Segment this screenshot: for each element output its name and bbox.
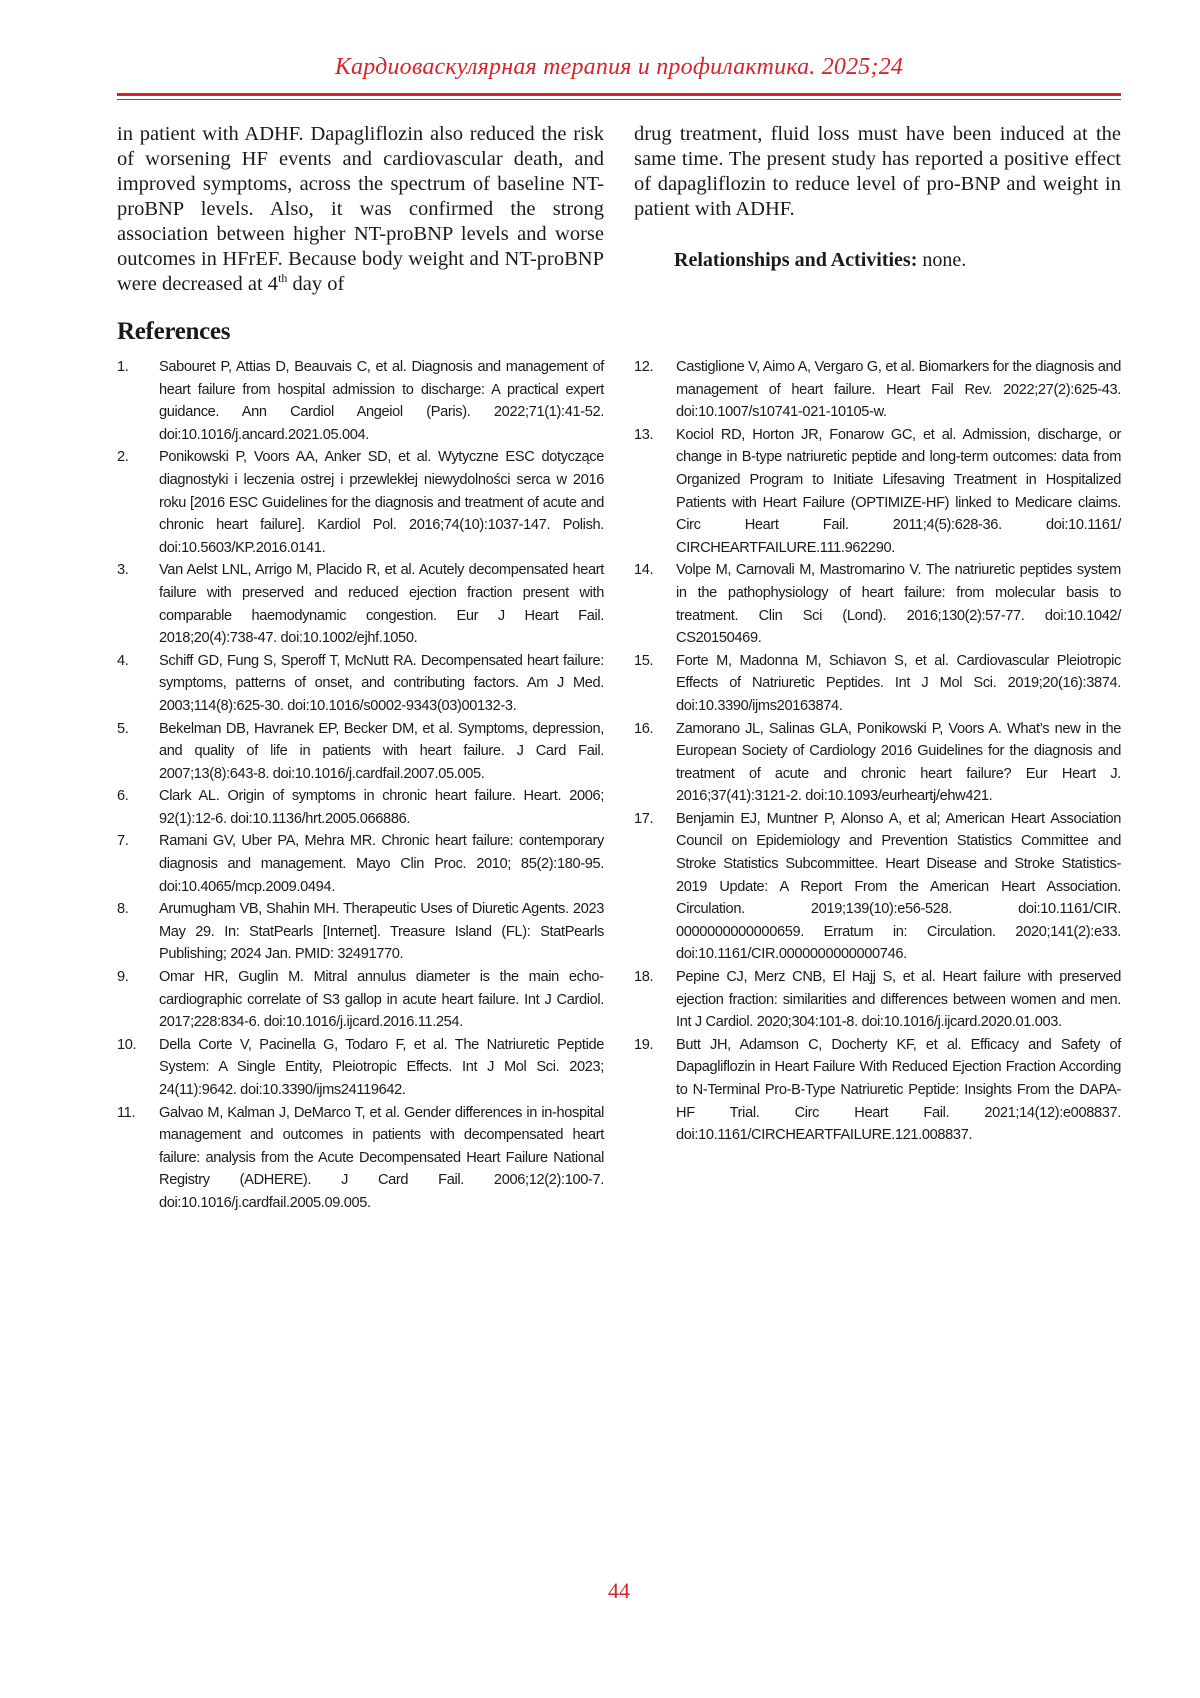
reference-item (117, 1034, 604, 1102)
reference-number: 2. (117, 446, 159, 559)
reference-item (634, 718, 1121, 808)
reference-item (117, 356, 604, 446)
reference-text: Butt JH, Adamson C, Docherty KF, et al. Efficacy and Safety of Dapagliflozin in Heart Failure With Reduced Ejection Fraction According to N-Terminal Pro-B-Type Natriuretic Peptide: Insights From the DAPA-HF Trial. Circ Heart Fail. 2021;14(12):e008837. doi:10.1161/CIRCHEARTFAILURE.121.008837. (676, 1034, 1121, 1147)
reference-item (117, 650, 604, 718)
reference-text: Bekelman DB, Havranek EP, Becker DM, et al. Symptoms, dep­ression, and quality of life in patients with heart failure. J Card Fail. 2007;13(8):643-8. doi:10.1016/j.cardfail.2007.05.005. (159, 718, 604, 786)
reference-number: 3. (117, 559, 159, 649)
reference-item (634, 559, 1121, 649)
reference-text: Benjamin EJ, Muntner P, Alonso A, et al; American Heart Association Council on Epidemiology and Prevention Statistics Committee and Stroke Statistics Subcommittee. Heart Disease and Stroke Sta­tistics-2019 Update: A Report From the American Heart Asso­ciation. Circulation. 2019;139(10):e56-528. doi:10.1161/CIR. 0000000000000659. Erratum in: Circulation. 2020;141(2):e33. doi:10.1161/CIR.0000000000000746. (676, 808, 1121, 966)
reference-number: 13. (634, 424, 676, 560)
reference-item (117, 559, 604, 649)
reference-item (634, 424, 1121, 560)
references-list-left (117, 356, 604, 1215)
reference-number: 16. (634, 718, 676, 808)
header-rule-thin (117, 99, 1121, 100)
reference-text: Clark AL. Origin of symptoms in chronic heart failure. Heart. 2006; 92(1):12-6. doi:10.1136/hrt.2005.066886. (159, 785, 604, 830)
reference-text: Kociol RD, Horton JR, Fonarow GC, et al. Admission, discharge, or change in B-type natriuretic peptide and long-term outcomes: data from Organized Program to Initiate Lifesaving Treatment in Hospitalized Patients with Heart Failure (OPTIMIZE-HF) linked to Medicare claims. Circ Heart Fail. 2011;4(5):628-36. doi:10.1161/ CIRCHEARTFAILURE.111.962290. (676, 424, 1121, 560)
reference-number: 11. (117, 1102, 159, 1215)
reference-number: 6. (117, 785, 159, 830)
reference-item (634, 966, 1121, 1034)
references-heading: References (117, 318, 230, 346)
header-rule-thick (117, 93, 1121, 96)
reference-text: Volpe M, Carnovali M, Mastromarino V. The natriuretic peptides system in the pathophysiology of heart failure: from molecular basis to treatment. Clin Sci (Lond). 2016;130(2):57-77. doi:10.1042/ CS20150469. (676, 559, 1121, 649)
reference-item (117, 785, 604, 830)
reference-item (634, 356, 1121, 424)
reference-item (634, 650, 1121, 718)
reference-number: 15. (634, 650, 676, 718)
references-list-right (634, 356, 1121, 1147)
reference-text: Schiff GD, Fung S, Speroff T, McNutt RA. Decompensated heart failure: symptoms, patterns of onset, and contributing factors. Am J Med. 2003;114(8):625-30. doi:10.1016/s0002-9343(03)00132-3. (159, 650, 604, 718)
reference-number: 12. (634, 356, 676, 424)
reference-text: Forte M, Madonna M, Schiavon S, et al. Cardiovascular Pleiotropic Effects of Natriuretic Peptides. Int J Mol Sci. 2019;20(16):3874. doi:10.3390/ijms20163874. (676, 650, 1121, 718)
reference-number: 5. (117, 718, 159, 786)
reference-number: 18. (634, 966, 676, 1034)
reference-text: Galvao M, Kalman J, DeMarco T, et al. Gender differences in in-hospital management and outcomes in patients with decompensated heart failure: analysis from the Acute Decom­pensated Heart Failure National Registry (ADHERE). J Card Fail. 2006;12(2):100-7. doi:10.1016/j.cardfail.2005.09.005. (159, 1102, 604, 1215)
body-text-right: drug treatment, fluid loss must have been induced at the same time. The present study has reported a positive effect of dapagliflozin to reduce level of pro-BNP and weight in patient with ADHF. (634, 122, 1121, 222)
reference-text: Castiglione V, Aimo A, Vergaro G, et al. Biomarkers for the diagnosis and management of heart failure. Heart Fail Rev. 2022;27(2):625-43. doi:10.1007/s10741-021-10105-w. (676, 356, 1121, 424)
reference-text: Arumugham VB, Shahin MH. Therapeutic Uses of Diuretic Agents. 2023 May 29. In: StatPearls [Internet]. Treasure Island (FL): StatPearls Publishing; 2024 Jan. PMID: 32491770. (159, 898, 604, 966)
reference-number: 8. (117, 898, 159, 966)
reference-text: Omar HR, Guglin M. Mitral annulus diameter is the main echo­cardiographic correlate of S3 gallop in acute heart failure. Int J Car­diol. 2017;228:834-6. doi:10.1016/j.ijcard.2016.11.254. (159, 966, 604, 1034)
reference-text: Della Corte V, Pacinella G, Todaro F, et al. The Natriuretic Peptide System: A Single Entity, Pleiotropic Effects. Int J Mol Sci. 2023; 24(11):9642. doi:10.3390/ijms24119642. (159, 1034, 604, 1102)
reference-item (117, 898, 604, 966)
reference-number: 17. (634, 808, 676, 966)
reference-text: Ponikowski P, Voors AA, Anker SD, et al. Wytyczne ESC dotyczące diagnostyki i leczenia ostrej i przewlekłej niewydolności serca w 2016 roku [2016 ESC Guidelines for the diagnosis and treatment of acute and chronic heart failure]. Kardiol Pol. 2016;74(10):1037-147. Polish. doi:10.5603/KP.2016.0141. (159, 446, 604, 559)
reference-text: Van Aelst LNL, Arrigo M, Placido R, et al. Acutely decompensated heart failure with preserved and reduced ejection fraction present with comparable haemodynamic congestion. Eur J Heart Fail. 2018;20(4):738-47. doi:10.1002/ejhf.1050. (159, 559, 604, 649)
reference-text: Pepine CJ, Merz CNB, El Hajj S, et al. Heart failure with preserved ejection fraction: similarities and differences between women and men. Int J Cardiol. 2020;304:101-8. doi:10.1016/j.ijcard.2020.01.003. (676, 966, 1121, 1034)
relationships-label: Relationships and Activities: (674, 249, 917, 271)
reference-text: Ramani GV, Uber PA, Mehra MR. Chronic heart failure: con­temporary diagnosis and management. Mayo Clin Proc. 2010; 85(2):180-95. doi:10.4065/mcp.2009.0494. (159, 830, 604, 898)
reference-item (117, 966, 604, 1034)
reference-number: 7. (117, 830, 159, 898)
reference-number: 4. (117, 650, 159, 718)
reference-item (634, 1034, 1121, 1147)
reference-item (117, 1102, 604, 1215)
reference-number: 10. (117, 1034, 159, 1102)
journal-header: Кардиоваскулярная терапия и профилактика. 2025;24 (117, 54, 1121, 81)
body-text-left-main: in patient with ADHF. Dapagliflozin also reduced the risk of worsening HF events and cardiovascular death, and improved symptoms, across the spectrum of baseline NT-proBNP levels. Also, it was confirmed the strong association between higher NT-proBNP levels and worse outcomes in HFrEF. Because body weight and NT-proBNP were decreased at 4 (117, 123, 604, 295)
reference-item (117, 718, 604, 786)
relationships-statement (674, 249, 1124, 272)
reference-item (634, 808, 1121, 966)
reference-text: Sabouret P, Attias D, Beauvais C, et al. Diagnosis and management of heart failure from hospital admission to discharge: A practical expert guidance. Ann Cardiol Angeiol (Paris). 2022;71(1):41-52. doi:10.1016/j.ancard.2021.05.004. (159, 356, 604, 446)
page-number: 44 (0, 1578, 1200, 1604)
reference-item (117, 830, 604, 898)
reference-number: 9. (117, 966, 159, 1034)
reference-item (117, 446, 604, 559)
ordinal-superscript: th (278, 271, 287, 285)
relationships-value: none. (922, 249, 966, 271)
reference-number: 19. (634, 1034, 676, 1147)
reference-number: 14. (634, 559, 676, 649)
reference-text: Zamorano JL, Salinas GLA, Ponikowski P, Voors A. What’s new in the European Society of Cardiology 2016 Guidelines for the diagnosis and treatment of acute and chronic heart failure? Eur Heart J. 2016;37(41):3121-2. doi:10.1093/eurheartj/ehw421. (676, 718, 1121, 808)
body-text-left-tail: day of (287, 273, 344, 295)
body-text-left (117, 122, 604, 297)
reference-number: 1. (117, 356, 159, 446)
